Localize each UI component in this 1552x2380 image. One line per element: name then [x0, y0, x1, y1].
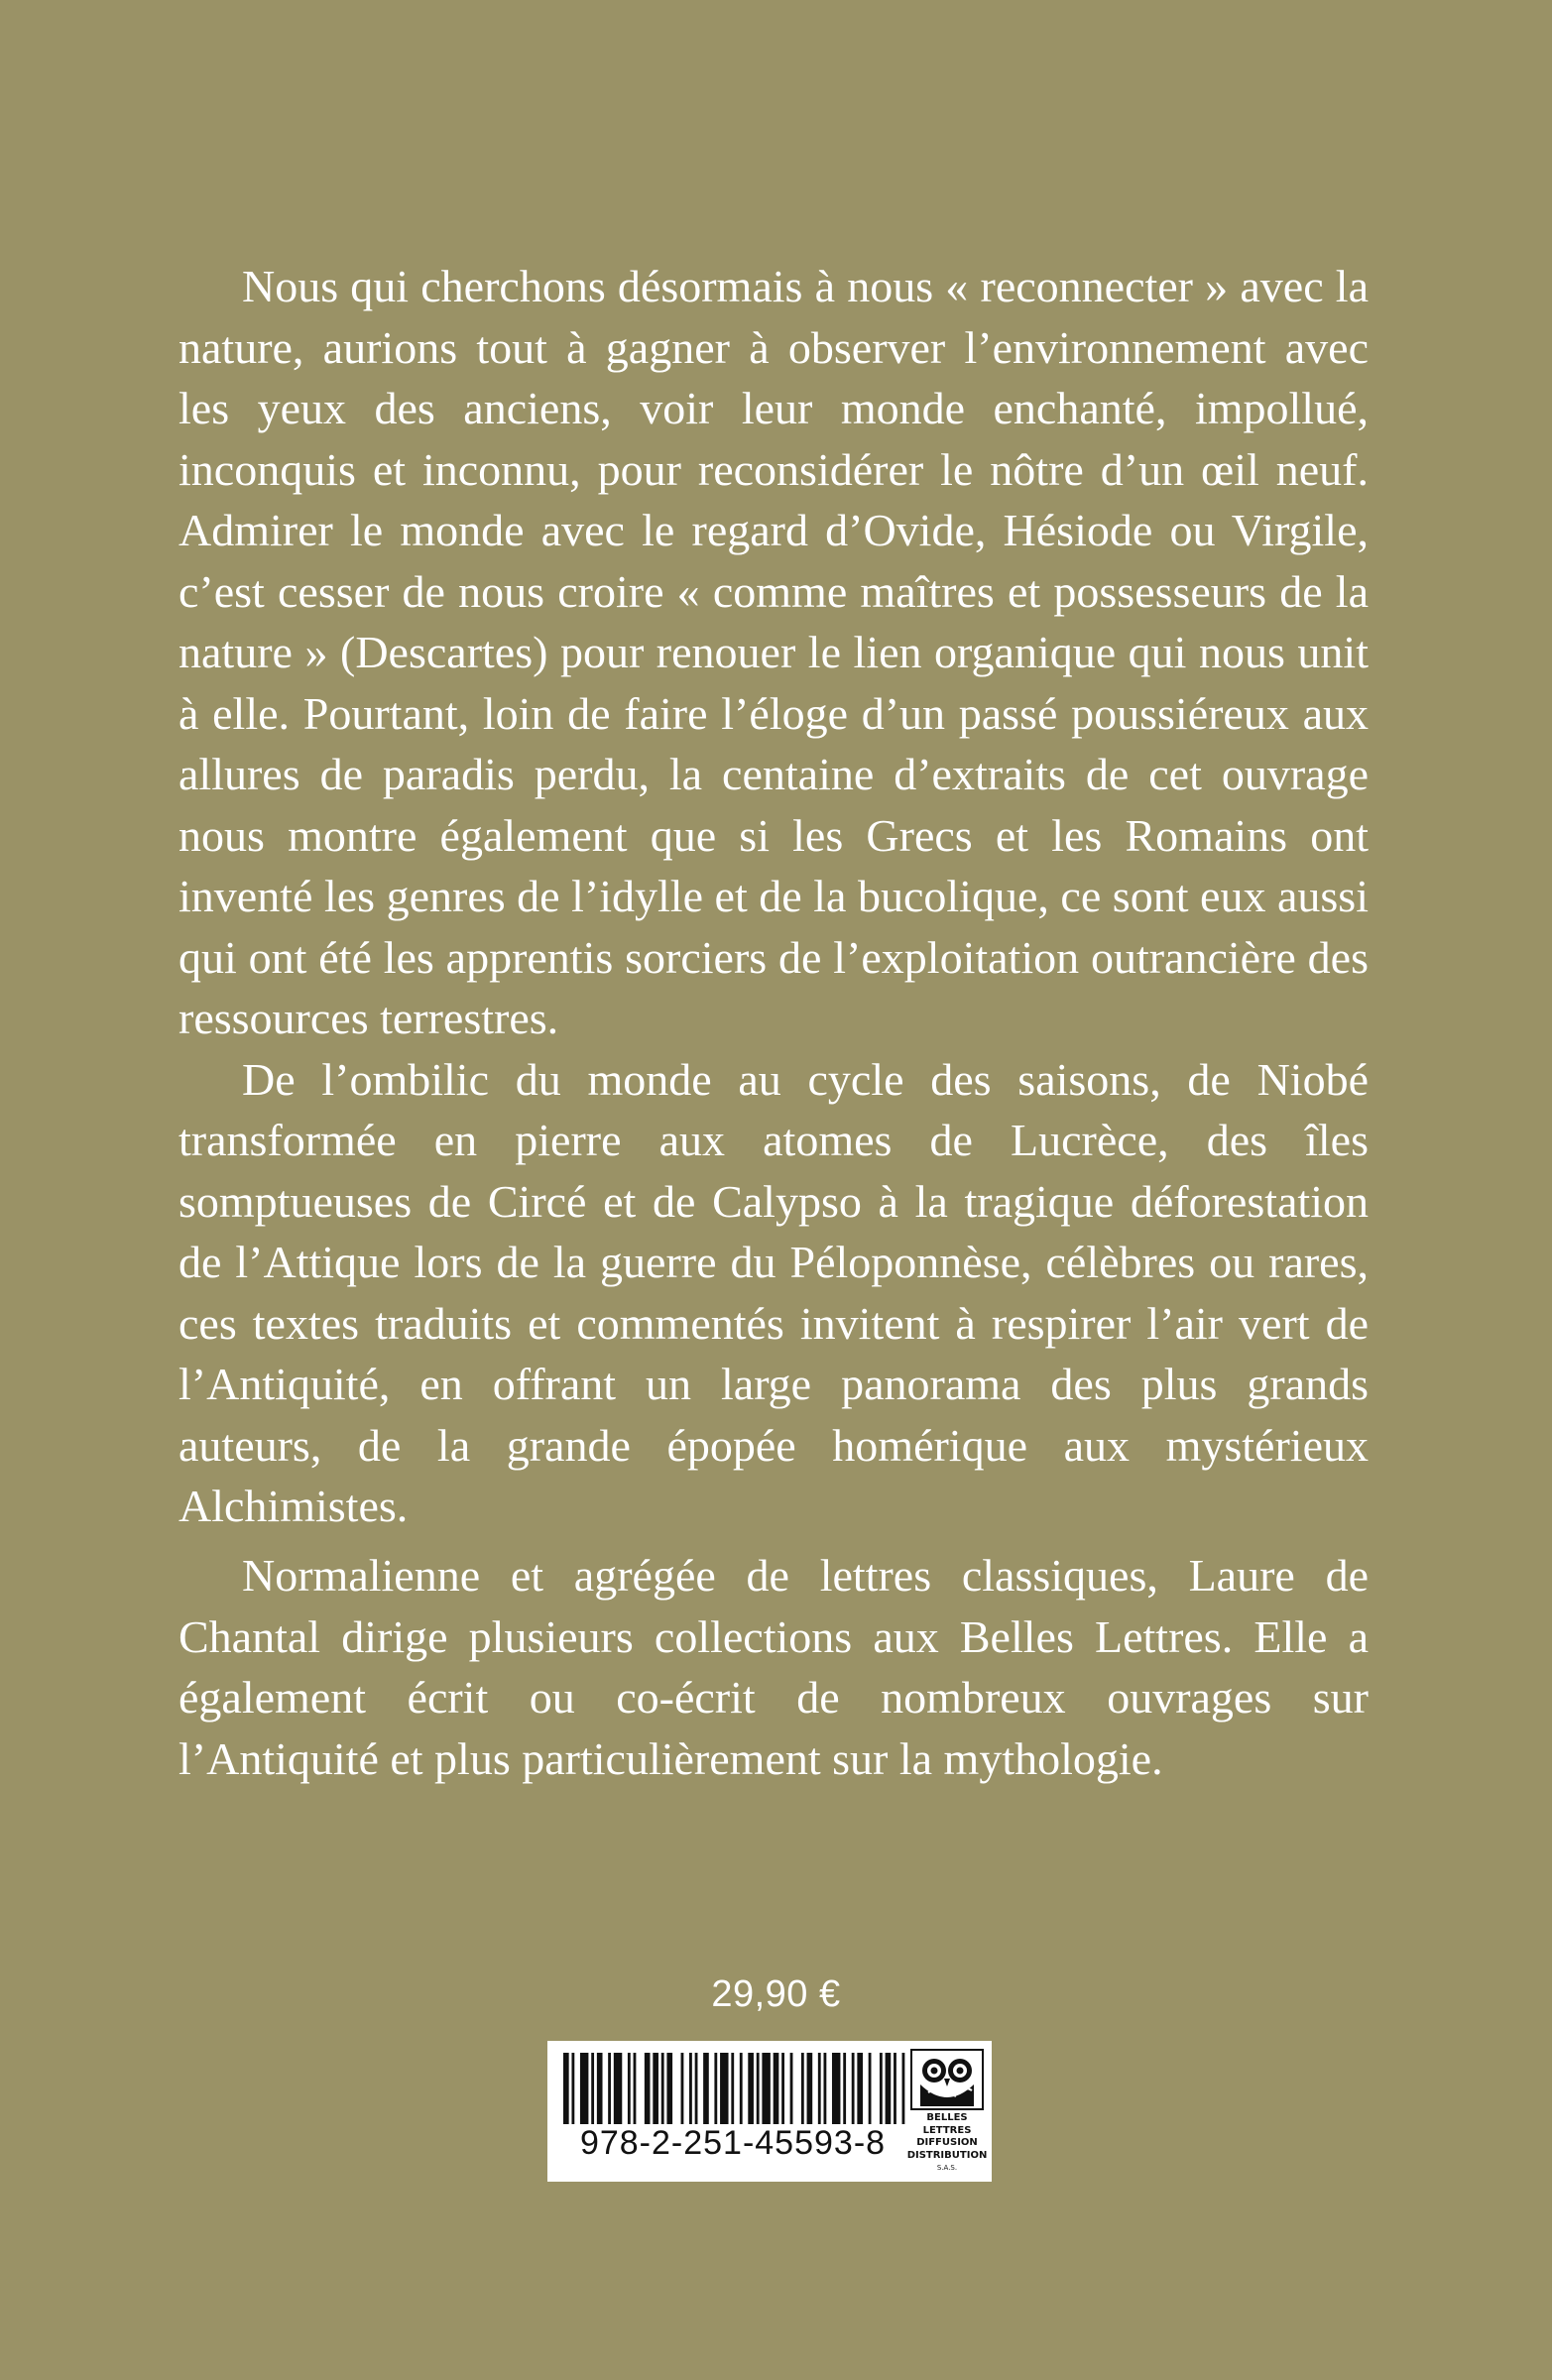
barcode-bar	[731, 2053, 734, 2124]
price-label: 29,90 €	[711, 1973, 841, 2015]
barcode-bar	[774, 2053, 779, 2124]
barcode-bar	[661, 2053, 664, 2124]
barcode-bar	[757, 2053, 760, 2124]
barcode-bar	[689, 2053, 692, 2124]
barcode-bar	[807, 2053, 813, 2124]
barcode-bar	[597, 2053, 603, 2124]
barcode-bar	[843, 2053, 846, 2124]
barcode-bar	[563, 2053, 569, 2124]
description-paragraph-1: Nous qui cherchons désormais à nous « reconnecter » avec la nature, aurions tout à gagner à observer l’environnement avec les yeux des anciens, voir leur monde enchanté, impollué, inconquis et inconnu, pour reconsidérer le nôtre d’un œil neuf. Admirer le monde avec le regard d’Ovide, Hésiode ou Virgile, c’est cesser de nous croire « comme maîtres et possesseurs de la nature » (Descartes) pour renouer le lien organique qui nous unit à elle. Pourtant, loin de faire l’éloge d’un passé poussiéreux aux allures de paradis perdu, la centaine d’extraits de cet ouvrage nous montre également que si les Grecs et les Romains ont inventé les genres de l’idylle et de la bucolique, ce sont eux aussi qui ont été les apprentis sorciers de l’exploitation outrancière des ressources terrestres.	[179, 261, 1369, 1043]
barcode-bar	[703, 2053, 709, 2124]
barcode-bar	[857, 2053, 863, 2124]
author-bio-paragraph: Normalienne et agrégée de lettres classiques, Laure de Chantal dirige plusieurs collections aux Belles Lettres. Elle a également écrit ou co-écrit de nombreux ouvrages sur l’Antiquité et plus particulièrement sur la mythologie.	[179, 1550, 1369, 1784]
barcode-bar	[880, 2053, 883, 2124]
barcode-bar	[762, 2053, 770, 2124]
distributor-name: BELLES LETTRES DIFFUSION DISTRIBUTION S.A.S.	[906, 2112, 988, 2172]
barcode-bar	[645, 2053, 651, 2124]
barcode-bar	[801, 2053, 804, 2124]
barcode-bar	[894, 2053, 896, 2124]
barcode-bar	[695, 2053, 698, 2124]
barcode-bar	[818, 2053, 821, 2124]
barcode-bar	[852, 2053, 855, 2124]
barcode-bar	[720, 2053, 728, 2124]
author-bio	[179, 1545, 1369, 1789]
barcode-bar	[714, 2053, 717, 2124]
barcode-label	[547, 2041, 992, 2182]
barcode-bar	[902, 2053, 905, 2124]
barcode-bar	[748, 2053, 754, 2124]
barcode-bar	[580, 2053, 588, 2124]
barcode-bar	[824, 2053, 827, 2124]
description-text	[179, 256, 1369, 1537]
barcode-bar	[666, 2053, 672, 2124]
barcode-bar	[614, 2053, 622, 2124]
barcode-bar	[869, 2053, 872, 2124]
barcode-bar	[591, 2053, 594, 2124]
isbn-number: 978-2-251-45593-8	[579, 2124, 887, 2162]
barcode-bar	[608, 2053, 611, 2124]
barcode-bar	[681, 2053, 684, 2124]
barcode-bar	[628, 2053, 631, 2124]
barcode-bars	[563, 2053, 910, 2124]
barcode-bar	[571, 2053, 574, 2124]
barcode-bar	[634, 2053, 637, 2124]
barcode-bar	[653, 2053, 658, 2124]
barcode-bar	[740, 2053, 743, 2124]
description-paragraph-2: De l’ombilic du monde au cycle des saisons, de Niobé transformée en pierre aux atomes de Lucrèce, des îles somptueuses de Circé et de Calypso à la tragique déforestation de l’Attique lors de la guerre du Péloponnèse, célèbres ou rares, ces textes traduits et commentés invitent à respirer l’air vert de l’Antiquité, en offrant un large panorama des plus grands auteurs, de la grande épopée homérique aux mystérieux Alchimistes.	[179, 1053, 1369, 1531]
barcode-bar	[832, 2053, 840, 2124]
barcode-bar	[781, 2053, 784, 2124]
distributor-logo	[906, 2047, 988, 2178]
owl-logo-icon	[910, 2049, 984, 2110]
barcode-bar	[886, 2053, 892, 2124]
barcode-bar	[790, 2053, 793, 2124]
